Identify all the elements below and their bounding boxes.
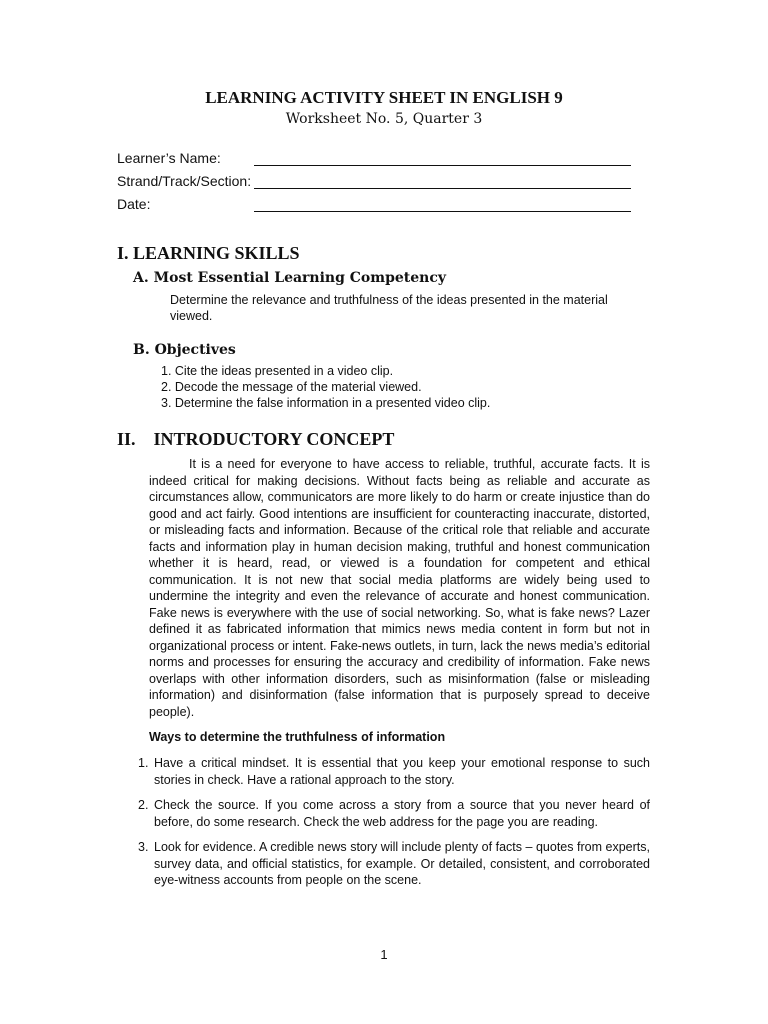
objectives-heading: B. Objectives <box>133 342 236 358</box>
item-number: 2. <box>138 798 149 812</box>
list-item <box>138 797 650 830</box>
strand-section-field <box>117 173 637 193</box>
field-label: Learner’s Name: <box>117 150 221 166</box>
item-text: Have a critical mindset. It is essential that you keep your emotional response to such stories in check. Have a rational approach to the story. <box>154 756 650 787</box>
objectives-list <box>161 363 490 411</box>
date-field <box>117 196 637 216</box>
item-number: 1. <box>138 756 149 770</box>
item-number: 3. <box>138 840 149 854</box>
introductory-paragraph: It is a need for everyone to have access to reliable, truthful, accurate facts. It is indeed critical for making decisions. Without facts being as reliable and accurate as circumstances allow, communicators are more likely to do harm or create injustice than do good and act fairly. Good intentions are insufficient for counteracting inaccurate, distorted, or misleading facts and information. Because of the critical role that reliable and accurate facts and information play in human decision making, truthful and honest communication whether it is heard, read, or viewed is a foundation for competent and ethical communication. It is not new that social media platforms are widely being used to undermine the integrity and even the relevance of accurate and honest communication. Fake news is everywhere with the use of social networking. So, what is fake news? Lazer defined it as fabricated information that mimics news media content in form but not in organizational process or intent. Fake-news outlets, in turn, lack the news media’s editorial norms and processes for ensuring the accuracy and credibility of information. Fake news overlaps with other information disorders, such as misinformation (false or misleading information) and disinformation (false information that is purposely spread to deceive people). <box>149 457 650 719</box>
list-item: 3. Determine the false information in a presented video clip. <box>161 396 491 410</box>
blank-line <box>254 211 631 212</box>
document-title: LEARNING ACTIVITY SHEET IN ENGLISH 9 <box>205 88 563 107</box>
list-item <box>138 755 650 788</box>
page-number: 1 <box>380 947 388 962</box>
field-label: Date: <box>117 196 151 212</box>
ways-list <box>138 755 650 898</box>
blank-line <box>254 188 631 189</box>
learner-name-field <box>117 150 637 170</box>
competency-heading: A. Most Essential Learning Competency <box>133 270 446 286</box>
list-item <box>138 839 650 889</box>
competency-text: Determine the relevance and truthfulness of the ideas presented in the material viewed. <box>170 293 608 323</box>
blank-line <box>254 165 631 166</box>
ways-title: Ways to determine the truthfulness of information <box>149 730 446 744</box>
section-introductory-heading: II. INTRODUCTORY CONCEPT <box>117 429 395 449</box>
section-learning-skills-heading: I. LEARNING SKILLS <box>117 243 300 263</box>
item-text: Look for evidence. A credible news story will include plenty of facts – quotes from experts, survey data, and official statistics, for example. Or detailed, consistent, and corroborated eye-witness accounts from people on the scene. <box>154 840 650 887</box>
item-text: Check the source. If you come across a story from a source that you never heard of before, do some research. Check the web address for the page you are reading. <box>154 798 650 829</box>
document-subtitle: Worksheet No. 5, Quarter 3 <box>285 111 483 127</box>
field-label: Strand/Track/Section: <box>117 173 252 189</box>
list-item: 1. Cite the ideas presented in a video clip. <box>161 364 394 378</box>
list-item: 2. Decode the message of the material viewed. <box>161 380 422 394</box>
